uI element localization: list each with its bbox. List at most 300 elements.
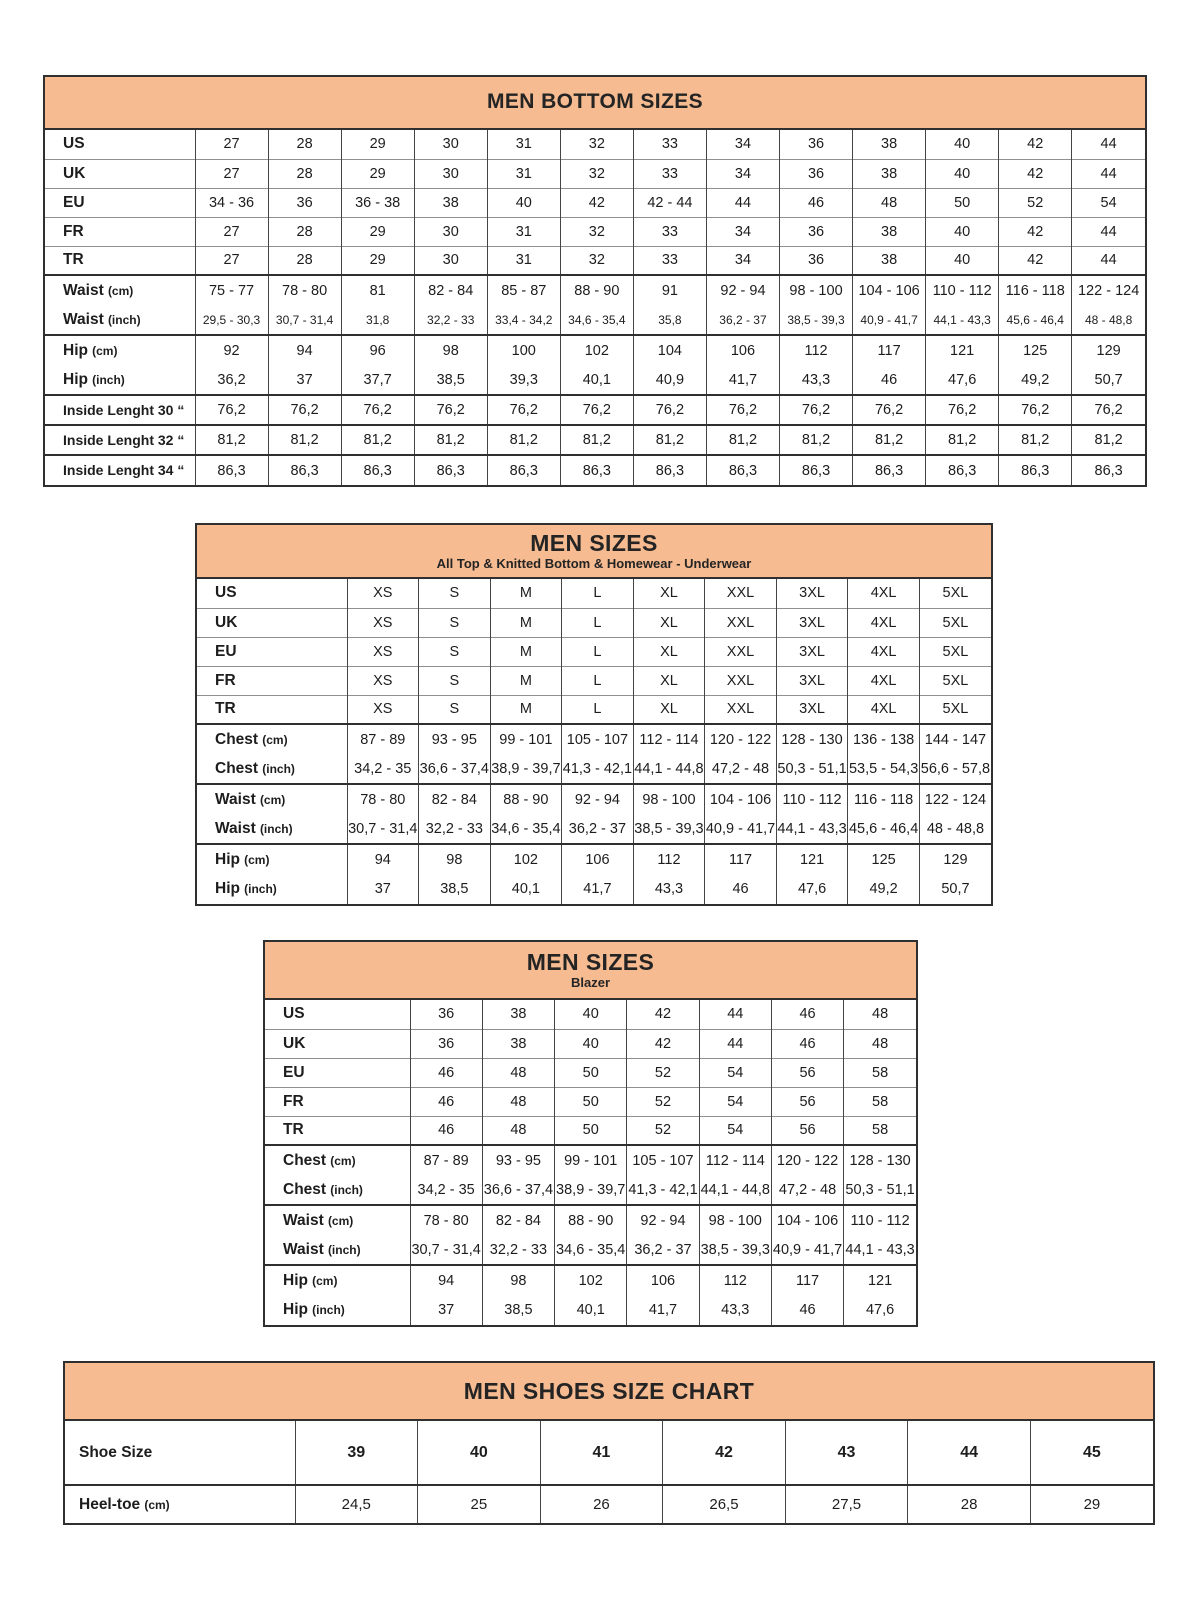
size-cell: 144 - 147 <box>919 724 991 754</box>
row-label <box>197 608 347 637</box>
size-cell: 37,7 <box>341 365 414 395</box>
row-label <box>265 1175 410 1205</box>
row-label <box>197 666 347 695</box>
size-cell: 42 <box>999 217 1072 246</box>
men-shoes-grid <box>65 1421 1153 1523</box>
size-cell: 30 <box>414 130 487 159</box>
size-cell: 86,3 <box>195 455 268 485</box>
size-cell: 50,7 <box>1072 365 1145 395</box>
size-cell: 112 - 114 <box>699 1145 771 1175</box>
row-label-text: FR <box>215 671 236 689</box>
size-cell: 5XL <box>919 608 991 637</box>
size-cell: 29,5 - 30,3 <box>195 305 268 335</box>
row-label <box>265 1145 410 1175</box>
table-title: MEN SHOES SIZE CHART <box>463 1377 755 1404</box>
size-cell: 58 <box>844 1116 916 1145</box>
table-row <box>197 754 991 784</box>
table-title-band <box>45 77 1145 130</box>
size-cell: 36 <box>780 130 853 159</box>
size-cell: 4XL <box>848 695 920 724</box>
size-cell: 40 <box>555 1000 627 1029</box>
size-cell: 121 <box>844 1265 916 1295</box>
row-label-text: Waist <box>215 790 256 808</box>
size-cell: 32 <box>560 159 633 188</box>
size-cell: 82 - 84 <box>414 275 487 305</box>
size-cell: 38 <box>414 188 487 217</box>
size-cell: 42 <box>663 1421 786 1485</box>
size-cell: 136 - 138 <box>848 724 920 754</box>
row-label <box>65 1485 295 1523</box>
table-row <box>45 130 1145 159</box>
row-label <box>45 305 195 335</box>
size-cell: 48 <box>844 1000 916 1029</box>
size-cell: 128 - 130 <box>776 724 848 754</box>
size-cell: 28 <box>268 159 341 188</box>
size-cell: 110 - 112 <box>776 784 848 814</box>
row-label-text: Hip <box>283 1301 308 1318</box>
size-cell: 34 <box>706 159 779 188</box>
size-cell: 100 <box>487 335 560 365</box>
size-cell: 46 <box>771 1029 843 1058</box>
size-cell: 50,3 - 51,1 <box>844 1175 916 1205</box>
row-label <box>197 724 347 754</box>
row-label <box>197 579 347 608</box>
size-cell: 88 - 90 <box>490 784 562 814</box>
size-cell: 36,6 - 37,4 <box>419 754 491 784</box>
size-cell: 94 <box>410 1265 482 1295</box>
size-cell: 40 <box>418 1421 541 1485</box>
size-cell: 42 <box>627 1000 699 1029</box>
size-cell: 41,7 <box>627 1295 699 1325</box>
size-cell: 40,9 - 41,7 <box>853 305 926 335</box>
table-row <box>197 579 991 608</box>
size-cell: 4XL <box>848 637 920 666</box>
size-cell: 92 - 94 <box>627 1205 699 1235</box>
row-label-text: Waist <box>283 1240 324 1258</box>
row-label-unit: (inch) <box>330 1182 363 1197</box>
size-cell: 116 - 118 <box>848 784 920 814</box>
size-cell: 28 <box>268 130 341 159</box>
size-cell: 81 <box>341 275 414 305</box>
size-cell: 81,2 <box>926 425 999 455</box>
size-cell: 38 <box>482 1000 554 1029</box>
size-cell: 38,9 - 39,7 <box>555 1175 627 1205</box>
size-cell: 32,2 - 33 <box>482 1235 554 1265</box>
table-row <box>65 1421 1153 1485</box>
size-cell: 85 - 87 <box>487 275 560 305</box>
table-row <box>45 246 1145 275</box>
size-cell: 81,2 <box>999 425 1072 455</box>
row-label <box>45 188 195 217</box>
size-cell: 42 <box>999 159 1072 188</box>
size-cell: 36 <box>268 188 341 217</box>
row-label-text: Inside Lenght 32 “ <box>63 431 185 448</box>
size-cell: 29 <box>341 130 414 159</box>
size-cell: 40,9 <box>633 365 706 395</box>
size-cell: 44 <box>706 188 779 217</box>
size-cell: 44 <box>1072 246 1145 275</box>
table-row <box>45 217 1145 246</box>
size-cell: 81,2 <box>706 425 779 455</box>
size-cell: 93 - 95 <box>482 1145 554 1175</box>
row-label <box>45 425 195 455</box>
size-cell: 86,3 <box>414 455 487 485</box>
size-cell: XXL <box>705 666 777 695</box>
size-cell: 121 <box>926 335 999 365</box>
table-title: MEN BOTTOM SIZES <box>486 90 704 114</box>
row-label-text: US <box>63 135 85 153</box>
size-cell: M <box>490 608 562 637</box>
row-label <box>45 246 195 275</box>
table-row <box>45 335 1145 365</box>
size-cell: 98 - 100 <box>780 275 853 305</box>
size-cell: 45,6 - 46,4 <box>848 814 920 844</box>
row-label-text: Inside Lenght 34 “ <box>63 462 185 478</box>
size-cell: 40 <box>555 1029 627 1058</box>
size-cell: 82 - 84 <box>419 784 491 814</box>
size-cell: 37 <box>268 365 341 395</box>
size-cell: 98 <box>482 1265 554 1295</box>
row-label-text: Hip <box>63 341 88 359</box>
table-subtitle: All Top & Knitted Bottom & Homewear - Underwear <box>436 556 752 572</box>
size-cell: 88 - 90 <box>555 1205 627 1235</box>
size-cell: 86,3 <box>999 455 1072 485</box>
size-cell: 53,5 - 54,3 <box>848 754 920 784</box>
size-cell: 76,2 <box>268 395 341 425</box>
size-cell: 44,1 - 43,3 <box>926 305 999 335</box>
row-label <box>45 455 195 485</box>
row-label <box>265 1295 410 1325</box>
size-cell: 52 <box>627 1087 699 1116</box>
size-cell: 42 - 44 <box>633 188 706 217</box>
size-cell: 36,2 - 37 <box>706 305 779 335</box>
size-cell: 36,2 - 37 <box>562 814 634 844</box>
size-cell: 45 <box>1030 1421 1153 1485</box>
size-cell: 88 - 90 <box>560 275 633 305</box>
size-cell: 81,2 <box>487 425 560 455</box>
size-cell: 45,6 - 46,4 <box>999 305 1072 335</box>
size-cell: 32 <box>560 246 633 275</box>
row-label-text: Hip <box>215 880 240 897</box>
size-cell: 46 <box>705 874 777 904</box>
size-cell: 76,2 <box>195 395 268 425</box>
size-cell: 41 <box>540 1421 663 1485</box>
size-cell: 50 <box>926 188 999 217</box>
size-cell: 40,9 - 41,7 <box>705 814 777 844</box>
row-label-unit: (cm) <box>107 283 134 298</box>
size-cell: 36 <box>410 1029 482 1058</box>
size-cell: 50 <box>555 1058 627 1087</box>
size-cell: S <box>419 608 491 637</box>
size-cell: 48 - 48,8 <box>1072 305 1145 335</box>
size-cell: 117 <box>771 1265 843 1295</box>
size-cell: 46 <box>771 1000 843 1029</box>
size-cell: 5XL <box>919 579 991 608</box>
row-label-text: Waist <box>63 310 104 328</box>
row-label-unit: (inch) <box>259 821 293 836</box>
size-cell: 36 <box>410 1000 482 1029</box>
table-row <box>45 365 1145 395</box>
size-cell: 54 <box>699 1058 771 1087</box>
size-cell: 3XL <box>776 579 848 608</box>
size-cell: 78 - 80 <box>410 1205 482 1235</box>
row-label-unit: (inch) <box>262 761 295 776</box>
row-label-unit: (inch) <box>327 1242 361 1257</box>
size-cell: 34,6 - 35,4 <box>555 1235 627 1265</box>
men-sizes-blazer-grid <box>265 1000 916 1325</box>
size-cell: 50 <box>555 1087 627 1116</box>
row-label <box>265 1087 410 1116</box>
size-cell: 44,1 - 43,3 <box>776 814 848 844</box>
table-row <box>265 1235 916 1265</box>
size-cell: 86,3 <box>268 455 341 485</box>
size-cell: 106 <box>706 335 779 365</box>
size-cell: 104 <box>633 335 706 365</box>
size-cell: 81,2 <box>268 425 341 455</box>
men-bottom-sizes-grid <box>45 130 1145 485</box>
size-cell: 30,7 - 31,4 <box>410 1235 482 1265</box>
table-row <box>197 814 991 844</box>
size-cell: 86,3 <box>780 455 853 485</box>
size-cell: 32 <box>560 217 633 246</box>
size-cell: XS <box>347 637 419 666</box>
row-label <box>197 874 347 904</box>
size-cell: 43,3 <box>699 1295 771 1325</box>
size-cell: 76,2 <box>487 395 560 425</box>
table-row <box>265 1000 916 1029</box>
men-sizes-blazer-table <box>263 940 918 1327</box>
size-cell: 81,2 <box>341 425 414 455</box>
size-cell: M <box>490 637 562 666</box>
size-cell: 4XL <box>848 608 920 637</box>
size-cell: 128 - 130 <box>844 1145 916 1175</box>
size-cell: 34 <box>706 246 779 275</box>
size-cell: 92 <box>195 335 268 365</box>
row-label-text: Chest <box>283 1151 327 1169</box>
row-label <box>45 217 195 246</box>
size-cell: 4XL <box>848 666 920 695</box>
size-cell: 31 <box>487 130 560 159</box>
size-cell: 42 <box>560 188 633 217</box>
size-cell: 81,2 <box>414 425 487 455</box>
row-label-text: FR <box>63 222 84 240</box>
size-cell: 121 <box>776 844 848 874</box>
size-cell: S <box>419 637 491 666</box>
size-cell: L <box>562 608 634 637</box>
row-label-text: Hip <box>215 850 240 868</box>
size-cell: 31 <box>487 217 560 246</box>
size-cell: 104 - 106 <box>771 1205 843 1235</box>
row-label <box>45 159 195 188</box>
size-cell: XS <box>347 666 419 695</box>
size-cell: 30 <box>414 217 487 246</box>
table-row <box>65 1485 1153 1523</box>
size-cell: 58 <box>844 1087 916 1116</box>
size-cell: 37 <box>347 874 419 904</box>
size-cell: 91 <box>633 275 706 305</box>
table-title-band <box>265 942 916 1000</box>
row-label-unit: (cm) <box>327 1213 354 1228</box>
size-cell: 86,3 <box>560 455 633 485</box>
size-cell: 47,6 <box>776 874 848 904</box>
size-cell: 44 <box>908 1421 1031 1485</box>
row-label-unit: (cm) <box>330 1153 356 1168</box>
size-cell: 125 <box>999 335 1072 365</box>
size-cell: 40,9 - 41,7 <box>771 1235 843 1265</box>
row-label-text: Chest <box>215 730 259 748</box>
table-row <box>197 844 991 874</box>
size-cell: 40 <box>487 188 560 217</box>
size-cell: 46 <box>853 365 926 395</box>
size-cell: 129 <box>919 844 991 874</box>
size-cell: 38 <box>853 130 926 159</box>
row-label <box>197 814 347 844</box>
size-cell: M <box>490 579 562 608</box>
size-cell: S <box>419 579 491 608</box>
size-cell: 76,2 <box>633 395 706 425</box>
size-cell: 99 - 101 <box>555 1145 627 1175</box>
table-row <box>265 1029 916 1058</box>
size-cell: 36,2 - 37 <box>627 1235 699 1265</box>
row-label-text: UK <box>63 164 86 182</box>
size-cell: 81,2 <box>560 425 633 455</box>
size-cell: 49,2 <box>848 874 920 904</box>
size-cell: 120 - 122 <box>771 1145 843 1175</box>
table-row <box>265 1116 916 1145</box>
size-cell: 99 - 101 <box>490 724 562 754</box>
size-cell: L <box>562 666 634 695</box>
size-cell: 36,6 - 37,4 <box>482 1175 554 1205</box>
table-row <box>197 724 991 754</box>
size-cell: 98 <box>414 335 487 365</box>
size-cell: 48 <box>482 1058 554 1087</box>
size-cell: 40,1 <box>555 1295 627 1325</box>
row-label-text: FR <box>283 1092 304 1110</box>
size-cell: 38 <box>482 1029 554 1058</box>
size-cell: 76,2 <box>926 395 999 425</box>
size-cell: 37 <box>410 1295 482 1325</box>
size-cell: 52 <box>999 188 1072 217</box>
size-cell: 96 <box>341 335 414 365</box>
size-cell: 24,5 <box>295 1485 418 1523</box>
size-cell: 48 <box>482 1116 554 1145</box>
table-row <box>45 425 1145 455</box>
row-label-text: US <box>283 1005 305 1023</box>
size-cell: 54 <box>699 1116 771 1145</box>
size-cell: 36 <box>780 159 853 188</box>
size-cell: 52 <box>627 1058 699 1087</box>
row-label <box>45 130 195 159</box>
size-cell: 76,2 <box>341 395 414 425</box>
size-cell: 112 - 114 <box>633 724 705 754</box>
size-cell: 44,1 - 44,8 <box>699 1175 771 1205</box>
table-row <box>45 395 1145 425</box>
size-cell: XXL <box>705 695 777 724</box>
row-label <box>45 335 195 365</box>
row-label <box>45 275 195 305</box>
size-cell: 129 <box>1072 335 1145 365</box>
row-label-text: Waist <box>63 281 104 299</box>
size-cell: 106 <box>562 844 634 874</box>
row-label <box>197 695 347 724</box>
size-cell: 43,3 <box>780 365 853 395</box>
size-cell: 44 <box>1072 130 1145 159</box>
size-cell: 76,2 <box>1072 395 1145 425</box>
size-cell: XXL <box>705 579 777 608</box>
row-label-text: Waist <box>283 1211 324 1229</box>
size-cell: 41,3 - 42,1 <box>562 754 634 784</box>
size-cell: 110 - 112 <box>926 275 999 305</box>
size-cell: L <box>562 579 634 608</box>
size-cell: 26 <box>540 1485 663 1523</box>
size-cell: 33,4 - 34,2 <box>487 305 560 335</box>
size-cell: 3XL <box>776 637 848 666</box>
row-label-text: TR <box>283 1121 304 1139</box>
row-label-text: EU <box>283 1063 305 1081</box>
size-cell: 104 - 106 <box>705 784 777 814</box>
size-cell: 29 <box>341 159 414 188</box>
size-cell: 38,9 - 39,7 <box>490 754 562 784</box>
row-label-text: US <box>215 584 237 602</box>
table-title-band <box>197 525 991 579</box>
size-cell: 47,6 <box>844 1295 916 1325</box>
size-cell: 75 - 77 <box>195 275 268 305</box>
size-cell: XXL <box>705 608 777 637</box>
size-cell: 30,7 - 31,4 <box>347 814 419 844</box>
table-row <box>265 1087 916 1116</box>
row-label-text: UK <box>215 613 238 631</box>
size-cell: 34,6 - 35,4 <box>560 305 633 335</box>
size-cell: M <box>490 666 562 695</box>
size-cell: 5XL <box>919 695 991 724</box>
men-bottom-sizes-table <box>43 75 1147 487</box>
size-cell: 31 <box>487 246 560 275</box>
size-cell: 39,3 <box>487 365 560 395</box>
row-label-unit: (cm) <box>259 792 286 807</box>
size-cell: 122 - 124 <box>919 784 991 814</box>
size-cell: 38 <box>853 246 926 275</box>
size-cell: 4XL <box>848 579 920 608</box>
row-label <box>197 784 347 814</box>
size-cell: 25 <box>418 1485 541 1523</box>
row-label-unit: (inch) <box>244 882 277 896</box>
size-cell: 33 <box>633 130 706 159</box>
size-cell: 38,5 <box>419 874 491 904</box>
row-label-unit: (cm) <box>262 732 288 747</box>
table-title-band <box>65 1363 1153 1421</box>
size-cell: 31 <box>487 159 560 188</box>
table-row <box>45 188 1145 217</box>
size-cell: 87 - 89 <box>347 724 419 754</box>
size-cell: 44 <box>1072 159 1145 188</box>
men-shoes-table <box>63 1361 1155 1525</box>
size-cell: L <box>562 637 634 666</box>
size-cell: 86,3 <box>853 455 926 485</box>
row-label-text: Chest <box>215 759 259 777</box>
size-cell: 52 <box>627 1116 699 1145</box>
size-cell: 36 <box>780 246 853 275</box>
size-cell: 86,3 <box>1072 455 1145 485</box>
row-label-text: Hip <box>63 370 88 388</box>
row-label <box>197 754 347 784</box>
size-cell: 34,2 - 35 <box>347 754 419 784</box>
size-cell: 112 <box>699 1265 771 1295</box>
size-cell: 32,2 - 33 <box>414 305 487 335</box>
row-label <box>265 1235 410 1265</box>
table-subtitle: Blazer <box>570 975 611 991</box>
size-cell: 48 <box>482 1087 554 1116</box>
size-cell: 46 <box>410 1116 482 1145</box>
